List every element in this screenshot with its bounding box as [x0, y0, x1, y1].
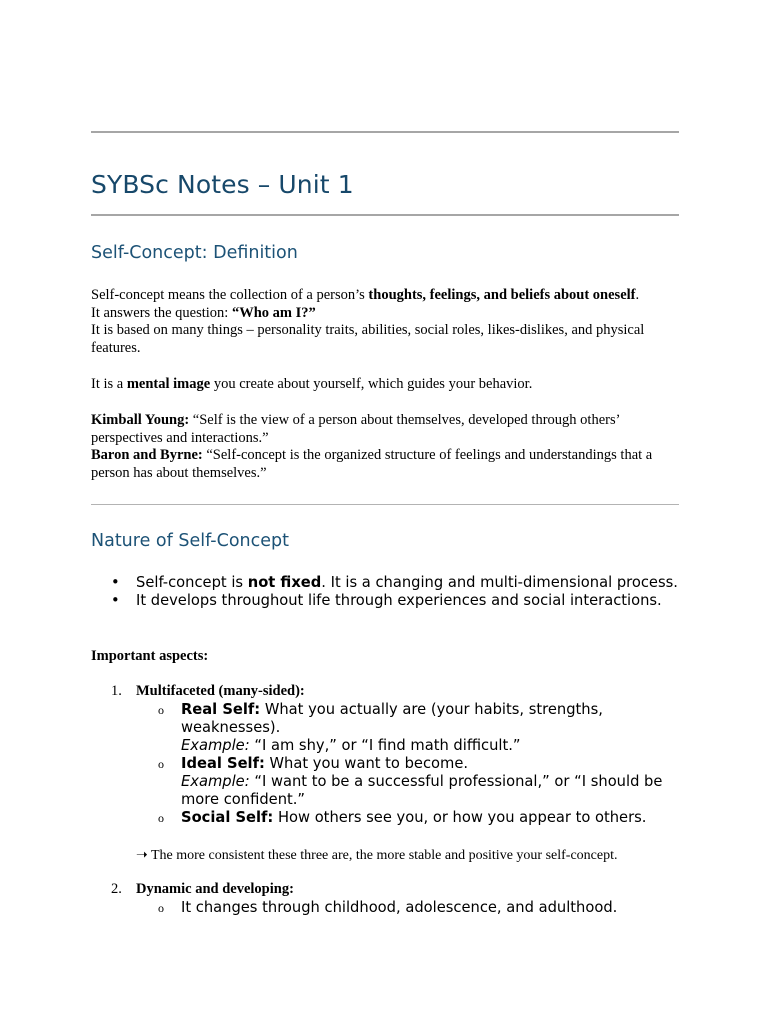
text: Dynamic and developing: [136, 881, 294, 898]
circle-bullet-icon: o [158, 702, 164, 717]
term: Social Self: [181, 808, 274, 826]
example-label: Example: [181, 772, 250, 790]
quote-text: “Self is the view of a person about themselves, developed through others’ perspectives and interactions.” [91, 412, 620, 446]
text: Important aspects: [91, 648, 209, 664]
section-divider [91, 504, 679, 505]
text: “I want to be a successful professional,” or “I should be more confident.” [181, 772, 663, 808]
text: It develops throughout life through experiences and social interactions. [136, 592, 662, 609]
definition-paragraph [91, 287, 679, 357]
emphasis: mental image [126, 376, 211, 392]
definition-line-2 [91, 305, 679, 323]
text: “I am shy,” or “I find math difficult.” [249, 736, 521, 754]
list-item-ideal-self [136, 755, 679, 809]
quote-kimball-young [91, 412, 679, 447]
emphasis: not fixed [247, 574, 322, 591]
circle-bullet-icon: o [158, 756, 164, 771]
title-divider [91, 214, 679, 216]
emphasis: thoughts, feelings, and beliefs about oneself [368, 287, 636, 303]
text: Self-concept means the collection of a person’s [91, 287, 369, 303]
text: . It is a changing and multi-dimensional process. [321, 574, 678, 591]
quote-author: Baron and Byrne: [91, 447, 203, 464]
definition-line-3: It is based on many things – personality traits, abilities, social roles, likes-dislikes, and physical features. [91, 322, 645, 356]
section-heading-definition: Self-Concept: Definition [91, 243, 298, 263]
example-label: Example: [181, 736, 250, 754]
text: you create about yourself, which guides your behavior. [210, 376, 533, 392]
text: It answers the question: [91, 304, 232, 321]
self-types-sublist [136, 701, 679, 827]
nature-bullet-list [91, 574, 679, 610]
list-item-label [136, 881, 679, 899]
aspects-label [91, 648, 679, 666]
quote-text: “Self-concept is the organized structure of feelings and understandings that a person has about themselves.” [91, 447, 653, 481]
text: What you want to become. [264, 754, 469, 772]
mental-image-line [91, 376, 679, 394]
list-item-real-self [136, 701, 679, 755]
emphasis: “Who am I?” [231, 304, 316, 321]
text: . [635, 287, 640, 303]
definition-line-1 [91, 287, 679, 305]
list-item-multifaceted [91, 683, 679, 864]
document-title: SYBSc Notes – Unit 1 [91, 170, 354, 199]
text: It is a [91, 376, 127, 392]
text: Multifaceted (many-sided): [136, 683, 305, 699]
term: Ideal Self: [181, 754, 265, 772]
text: How others see you, or how you appear to others. [273, 808, 647, 826]
list-item-label [136, 683, 679, 701]
list-number: 2. [111, 881, 122, 898]
quotes-paragraph [91, 412, 679, 482]
circle-bullet-icon: o [158, 900, 164, 915]
bullet-icon: • [111, 592, 120, 609]
mental-image-paragraph [91, 376, 679, 394]
text: What you actually are (your habits, strengths, weaknesses). [181, 700, 603, 736]
quote-author: Kimball Young: [91, 412, 190, 428]
list-item [91, 574, 679, 592]
list-item-dynamic [91, 881, 679, 917]
bullet-icon: • [111, 574, 120, 591]
text: It changes through childhood, adolescence, and adulthood. [181, 898, 618, 916]
text: Self-concept is [136, 574, 248, 591]
list-item [136, 899, 679, 917]
consistency-note: ➝ The more consistent these three are, the more stable and positive your self-concept. [136, 847, 618, 863]
term: Real Self: [181, 700, 261, 718]
section-heading-nature: Nature of Self-Concept [91, 531, 289, 551]
circle-bullet-icon: o [158, 810, 164, 825]
top-divider [91, 131, 679, 133]
aspects-numbered-list [91, 683, 679, 917]
list-item-social-self [136, 809, 679, 827]
dynamic-sublist [136, 899, 679, 917]
list-item [91, 592, 679, 610]
list-number: 1. [111, 683, 122, 699]
quote-baron-byrne [91, 447, 679, 482]
